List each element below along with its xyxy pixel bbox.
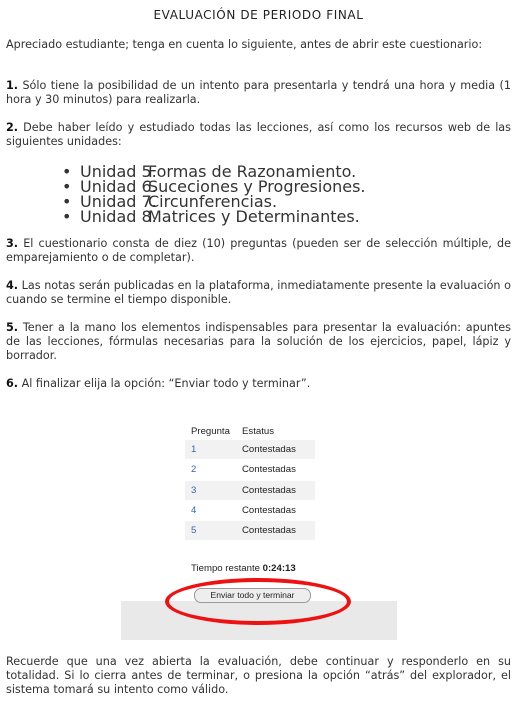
question-link[interactable]: 2: [191, 464, 197, 476]
page-title: EVALUACIÓN DE PERIODO FINAL: [153, 8, 364, 22]
point-2: [6, 121, 511, 149]
point-3-number: 3.: [6, 237, 19, 250]
list-item: • Unidad 5.Formas de Razonamiento.: [62, 162, 357, 181]
question-link[interactable]: 3: [191, 484, 197, 496]
units-list: [62, 164, 366, 224]
point-4-number: 4.: [6, 279, 19, 292]
question-status-table: [185, 424, 315, 541]
point-5-text: Tener a la mano los elementos indispensables para presentar la evaluación: apuntes de las lecciones, fórmulas necesarias para la solución de los ejercicios, papel, lápiz y borrador.: [6, 321, 511, 362]
table-row[interactable]: [185, 481, 315, 500]
status-cell: Contestadas: [242, 525, 296, 537]
header-estatus: Estatus: [242, 426, 274, 437]
point-6-number: 6.: [6, 377, 19, 390]
table-row[interactable]: [185, 521, 315, 540]
status-cell: Contestadas: [242, 444, 296, 455]
point-5: [6, 321, 511, 363]
status-cell: Contestadas: [242, 464, 296, 476]
point-1-number: 1.: [6, 79, 19, 92]
header-pregunta: Pregunta: [191, 426, 230, 437]
highlight-circle: [165, 578, 351, 625]
time-remaining: [191, 563, 296, 574]
point-4-text: Las notas serán publicadas en la plataforma, inmediatamente presente la evaluación o cuando se termine el tiempo disponible.: [6, 279, 511, 306]
point-4: [6, 279, 511, 307]
point-2-number: 2.: [6, 121, 19, 134]
intro-paragraph: Apreciado estudiante; tenga en cuenta lo siguiente, antes de abrir este cuestionario:: [6, 38, 483, 51]
question-link[interactable]: 1: [191, 444, 197, 455]
time-remaining-label: Tiempo restante: [191, 563, 260, 574]
question-link[interactable]: 4: [191, 504, 197, 516]
question-link[interactable]: 5: [191, 525, 197, 537]
status-cell: Contestadas: [242, 484, 296, 496]
point-6: [6, 377, 511, 391]
table-header: [185, 424, 315, 440]
bullet-icon: •: [62, 207, 72, 226]
point-2-text: Debe haber leído y estudiado todas las lecciones, así como los recursos web de las siguientes unidades:: [6, 121, 511, 148]
point-1-text: Sólo tiene la posibilidad de un intento para presentarla y tendrá una hora y media (1 hora y 30 minutos) para realizarla.: [6, 79, 511, 106]
list-item: • Unidad 8.Matrices y Determinantes.: [62, 207, 360, 226]
table-row[interactable]: [185, 440, 315, 459]
table-row[interactable]: [185, 501, 315, 520]
closing-paragraph: Recuerde que una vez abierta la evaluación, debe continuar y responderlo en su totalidad. Si lo cierra antes de terminar, o presiona la opción “atrás” del explorador, el sistema tomará su intento como válido.: [6, 655, 511, 696]
table-row[interactable]: [185, 460, 315, 479]
submit-all-button[interactable]: Enviar todo y terminar: [194, 588, 311, 603]
list-item: • Unidad 6.Suceciones y Progresiones.: [62, 177, 366, 196]
bullet-icon: •: [62, 177, 72, 196]
bullet-icon: •: [62, 192, 72, 211]
point-1: [6, 79, 511, 107]
point-3: [6, 237, 511, 265]
list-item: • Unidad 7.Circunferencias.: [62, 192, 278, 211]
status-cell: Contestadas: [242, 504, 296, 516]
point-6-text: Al finalizar elija la opción: “Enviar todo y terminar”.: [21, 377, 311, 390]
time-remaining-value: 0:24:13: [262, 563, 296, 574]
point-3-text: El cuestionario consta de diez (10) preguntas (pueden ser de selección múltiple, de emparejamiento o de completar).: [6, 237, 511, 264]
bullet-icon: •: [62, 162, 72, 181]
point-5-number: 5.: [6, 321, 19, 334]
